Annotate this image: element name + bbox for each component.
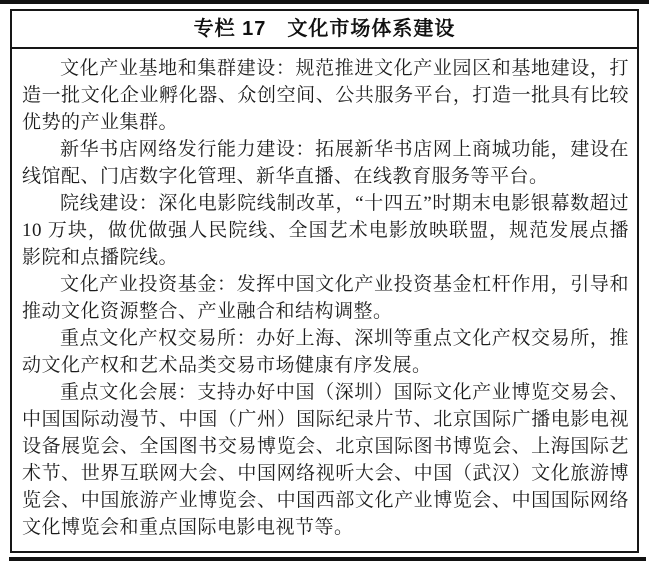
panel-body xyxy=(12,49,637,549)
bottom-horizontal-rule xyxy=(9,557,646,561)
panel-title: 专栏 17 文化市场体系建设 xyxy=(12,11,637,49)
paragraph-xinhua-bookstore-network: 新华书店网络发行能力建设：拓展新华书店网上商城功能，建设在线馆配、门店数字化管理、新华直播、在线教育服务等平台。 xyxy=(22,139,629,187)
paragraph-cinema-chain-construction: 院线建设：深化电影院线制改革，“十四五”时期末电影银幕数超过 10 万块，做优做强人民院线、全国艺术电影放映联盟，规范发展点播影院和点播院线。 xyxy=(22,193,629,268)
column-17-panel xyxy=(10,9,639,553)
paragraph-culture-industry-bases: 文化产业基地和集群建设：规范推进文化产业园区和基地建设，打造一批文化企业孵化器、众创空间、公共服务平台，打造一批具有比较优势的产业集群。 xyxy=(22,58,629,133)
paragraph-key-culture-exhibitions: 重点文化会展：支持办好中国（深圳）国际文化产业博览交易会、中国国际动漫节、中国（广州）国际纪录片节、北京国际广播电影电视设备展览会、全国图书交易博览会、北京国际图书博览会、上海国际艺术节、世界互联网大会、中国网络视听大会、中国（武汉）文化旅游博览会、中国旅游产业博览会、中国西部文化产业博览会、中国国际网络文化博览会和重点国际电影电视节等。 xyxy=(22,382,629,538)
top-horizontal-rule xyxy=(0,0,649,4)
paragraph-culture-investment-fund: 文化产业投资基金：发挥中国文化产业投资基金杠杆作用，引导和推动文化资源整合、产业融合和结构调整。 xyxy=(22,274,629,322)
paragraph-culture-property-exchanges: 重点文化产权交易所：办好上海、深圳等重点文化产权交易所，推动文化产权和艺术品类交易市场健康有序发展。 xyxy=(22,328,629,376)
